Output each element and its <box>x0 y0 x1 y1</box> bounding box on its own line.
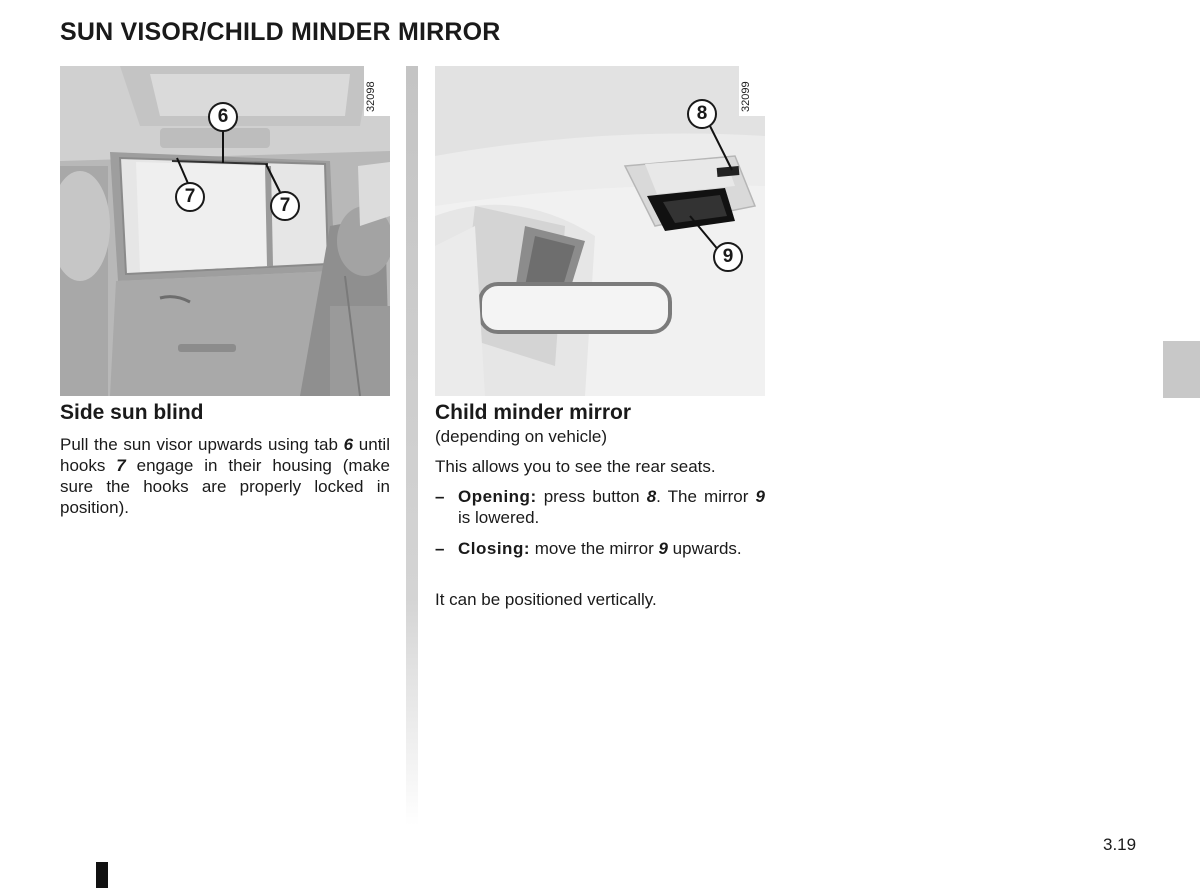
child-minder-mirror-illustration <box>435 66 765 396</box>
instruction-text: . The mirror <box>656 487 756 506</box>
ref-button-8: 8 <box>646 487 657 506</box>
ref-mirror-9: 9 <box>658 539 668 558</box>
instruction-text: move the mirror <box>530 539 659 558</box>
page-number: 3.19 <box>1103 835 1137 854</box>
callout-7-hook: 7 <box>270 191 300 221</box>
chapter-thumb-tab <box>1163 341 1200 398</box>
opening-instruction <box>435 486 765 528</box>
column-divider <box>406 66 418 826</box>
instruction-text: until hooks <box>60 435 390 475</box>
callout-9-mirror: 9 <box>713 242 743 272</box>
callout-6-tab: 6 <box>208 102 238 132</box>
closing-instruction <box>435 538 765 559</box>
callout-8-button: 8 <box>687 99 717 129</box>
ref-mirror-9: 9 <box>755 487 765 506</box>
figure-reference-box <box>364 66 390 116</box>
print-corner-mark <box>96 862 108 888</box>
instruction-text: engage in their housing (make sure the hooks are properly locked in position). <box>60 456 390 517</box>
ref-hooks-7: 7 <box>116 456 126 475</box>
figure-reference-number: 32099 <box>740 81 752 112</box>
bullet-dash: – <box>435 539 445 558</box>
instruction-text: upwards. <box>667 539 742 558</box>
ref-tab-6: 6 <box>343 435 354 454</box>
figure-reference-box <box>739 66 765 116</box>
page-title: SUN VISOR/CHILD MINDER MIRROR <box>60 18 501 46</box>
child-minder-mirror-heading: Child minder mirror <box>435 401 632 424</box>
callout-7-hook: 7 <box>175 182 205 212</box>
instruction-text: press button <box>536 487 647 506</box>
closing-label: Closing: <box>458 539 530 558</box>
mirror-intro: This allows you to see the rear seats. <box>435 457 716 476</box>
bullet-dash: – <box>435 487 445 506</box>
figure-reference-number: 32098 <box>365 81 377 112</box>
side-sun-blind-illustration <box>60 66 390 396</box>
instruction-text: is lowered. <box>458 508 540 527</box>
positioning-note: It can be positioned vertically. <box>435 590 657 609</box>
opening-label: Opening: <box>458 487 537 506</box>
side-sun-blind-instructions <box>60 434 390 518</box>
availability-note: (depending on vehicle) <box>435 427 608 446</box>
instruction-text: Pull the sun visor upwards using tab <box>60 435 344 454</box>
side-sun-blind-heading: Side sun blind <box>60 401 204 424</box>
